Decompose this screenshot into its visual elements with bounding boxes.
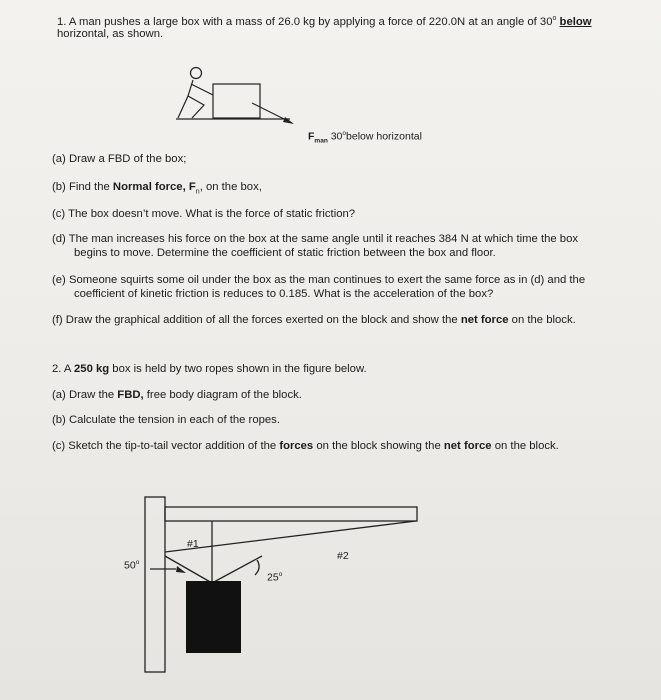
angle-arc-25 bbox=[255, 560, 259, 575]
rope-2 bbox=[212, 556, 262, 583]
hanging-block bbox=[186, 581, 241, 653]
q2-line1: 2. A 250 kg box is held by two ropes shown in the figure below. bbox=[52, 363, 367, 375]
q1-part-b: (b) Find the Normal force, $F_n$, on the box, bbox=[52, 181, 262, 196]
q2-part-c: (c) Sketch the tip-to-tail vector addition of the forces on the block showing the net force on the block. bbox=[52, 440, 559, 452]
force-label: $F_{man}$ 30$^o$below horizontal bbox=[308, 130, 422, 145]
q1-part-d-line1: (d) The man increases his force on the box at the same angle until it reaches 384 N at which time the box bbox=[52, 233, 579, 245]
q2-part-a: (a) Draw the FBD, free body diagram of the block. bbox=[52, 389, 302, 401]
wall bbox=[145, 497, 165, 672]
rope-2-label: #2 bbox=[337, 550, 349, 562]
q1-part-d-line2: begins to move. Determine the coefficient of static friction between the box and floor. bbox=[74, 247, 496, 259]
rope-1-label: #1 bbox=[187, 538, 199, 550]
beam-brace bbox=[165, 521, 416, 552]
q2-part-b: (b) Calculate the tension in each of the ropes. bbox=[52, 414, 280, 426]
q1-part-f: (f) Draw the graphical addition of all the forces exerted on the block and show the net force on the block. bbox=[52, 314, 576, 326]
q1-part-a: (a) Draw a FBD of the box; bbox=[52, 153, 187, 165]
q1-line2: horizontal, as shown. bbox=[57, 28, 164, 40]
q1-part-c: (c) The box doesn’t move. What is the force of static friction? bbox=[52, 208, 356, 220]
q1-part-e-line1: (e) Someone squirts some oil under the box as the man continues to exert the same force as in (d) and the bbox=[52, 274, 586, 286]
q1-line1: 1. A man pushes a large box with a mass of 26.0 kg by applying a force of 220.0N at an angle of 30$^o$ below bbox=[57, 15, 592, 28]
angle-1-label: 50$^o$ bbox=[124, 559, 140, 572]
q1-part-e-line2: coefficient of kinetic friction is reduces to 0.185. What is the acceleration of the box? bbox=[74, 288, 494, 300]
beam bbox=[165, 507, 417, 521]
angle-2-label: 25$^o$ bbox=[267, 571, 283, 584]
